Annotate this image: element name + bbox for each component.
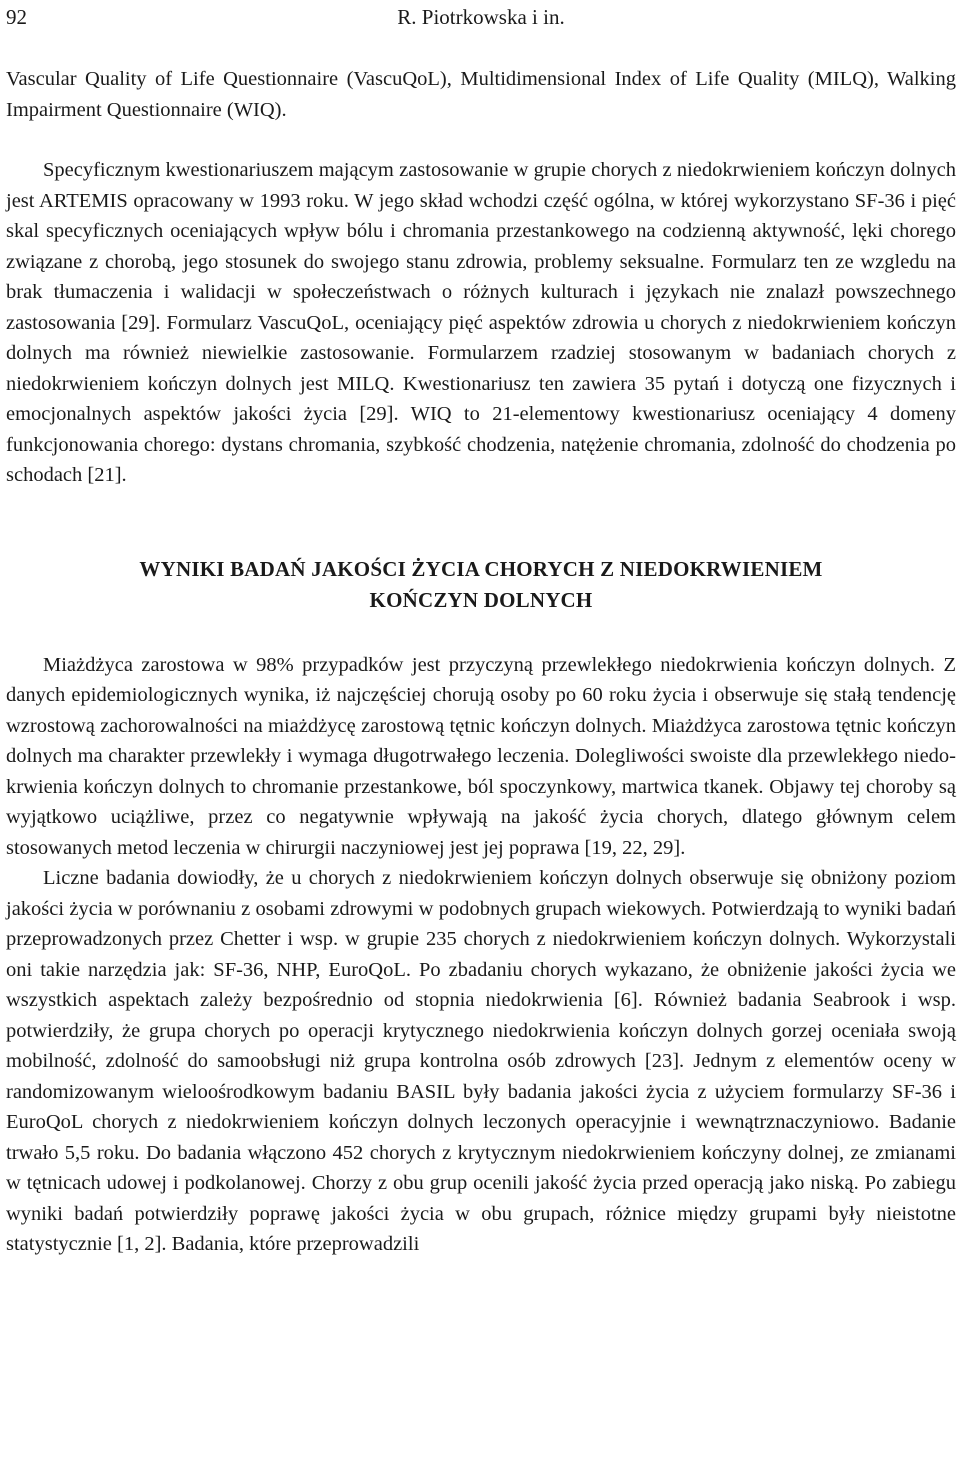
page-number: 92: [6, 5, 27, 29]
paragraph-atherosclerosis: Miażdżyca zarostowa w 98% przypadków jest przyczyną przewlekłego niedokrwienia kończyn dolnych. Z danych epidemiologicznych wynika, iż najczęściej chorują osoby po 60 roku życia i obserwuje się stałą tendencję wzrostową zachorowalności na miażdżycę zarostową tętnic kończyn dolnych. Miażdżyca zarostowa tętnic kończyn dolnych ma charakter przewlekły i wymaga długotrwałego leczenia. Dolegliwości swoiste dla przewlekłego niedokrwienia kończyn dolnych to chromanie przestankowe, ból spoczynkowy, martwica tkanek. Objawy tej choroby są wyjątkowo uciążliwe, przez co negatywnie wpływają na jakość życia chorych, dlatego głównym celem stosowanych metod leczenia w chirurgii naczyniowej jest jej poprawa [19, 22, 29].: [6, 653, 956, 859]
paragraph-questionnaire-list: Vascular Quality of Life Questionnaire (VascuQoL), Multidimensional Index of Life Quality (MILQ), Walking Impairment Questionnaire (WIQ).: [6, 68, 956, 121]
section-heading-line-2: KOŃCZYN DOLNYCH: [369, 587, 593, 612]
running-header: [6, 2, 956, 32]
section-heading: [6, 554, 956, 616]
paragraph-artemis: Specyficznym kwestionariuszem mającym zastosowanie w grupie chorych z niedokrwieniem kończyn dolnych jest ARTEMIS opracowany w 1993 roku. W jego skład wchodzi część ogólna, w której wykorzystano SF-36 i pięć skal specyficznych oceniających wpływ bólu i chromania przestankowego na codzienną aktywność, lęki chorego związane z chorobą, jego stosunek do swojego stanu zdrowia, problemy seksualne. Formularz ten ze wzgledu na brak tłumaczenia i walidacji w społeczeństwach o różnych kulturach i językach nie znalazł powszechnego zastosowania [29]. Formularz VascuQoL, oceniający pięć aspektów zdrowia u chorych z niedokrwieniem kończyn dolnych ma również niewielkie zastosowanie. Formularzem rzadziej stosowanym w badaniach chorych z niedokrwieniem kończyn dolnych jest MILQ. Kwestionariusz ten zawiera 35 pytań i dotyczą one fizycznych i emocjonalnych aspektów jakości życia [29]. WIQ to 21-elementowy kwestionariusz oceniający 4 domeny funkcjonowania chorego: dystans chromania, szybkość chodzenia, natężenie chromania, zdolność do chodzenia po schodach [21].: [6, 159, 956, 486]
section-heading-line-1: WYNIKI BADAŃ JAKOŚCI ŻYCIA CHORYCH Z NIEDOKRWIENIEM: [139, 556, 823, 581]
running-title: R. Piotrkowska i in.: [397, 5, 565, 29]
paragraph-studies: Liczne badania dowiodły, że u chorych z niedokrwieniem kończyn dolnych obserwuje się obniżony poziom jakości życia w porównaniu z osobami zdrowymi w podobnych grupach wiekowych. Potwierdzają to wyniki badań przeprowadzonych przez Chetter i wsp. w grupie 235 chorych z niedokrwieniem kończyn dolnych. Wykorzystali oni takie narzędzia jak: SF-36, NHP, EuroQoL. Po zbadaniu chorych wykazano, że obniżenie jakości życia we wszystkich aspektach zależy bezpośrednio od stopnia niedokrwienia [6]. Również badania Seabrook i wsp. potwierdziły, że grupa chorych po operacji krytycznego niedokrwienia kończyn dolnych gorzej oceniała swoją mobilność, zdolność do samoobsługi niż grupa kontrolna osób zdrowych [23]. Jednym z elementów oceny w randomizowanym wieloośrodkowym badaniu BASIL były badania jakości życia z użyciem formularzy SF-36 i EuroQoL chorych z niedokrwieniem kończyn dolnych leczonych operacyjnie i wewnątrznaczyniowo. Badanie trwało 5,5 roku. Do badania włączono 452 chorych z krytycznym niedokrwieniem kończyny dolnej, ze zmianami w tętnicach udowej i podkolanowej. Chorzy z obu grup ocenili jakość życia przed operacją jako niską. Po zabiegu wyniki badań potwierdziły poprawę jakości życia w obu grupach, różnice między grupami były nieistotne statystycznie [1, 2]. Badania, które przeprowadzili: [6, 867, 956, 1255]
page: [6, 0, 956, 1260]
